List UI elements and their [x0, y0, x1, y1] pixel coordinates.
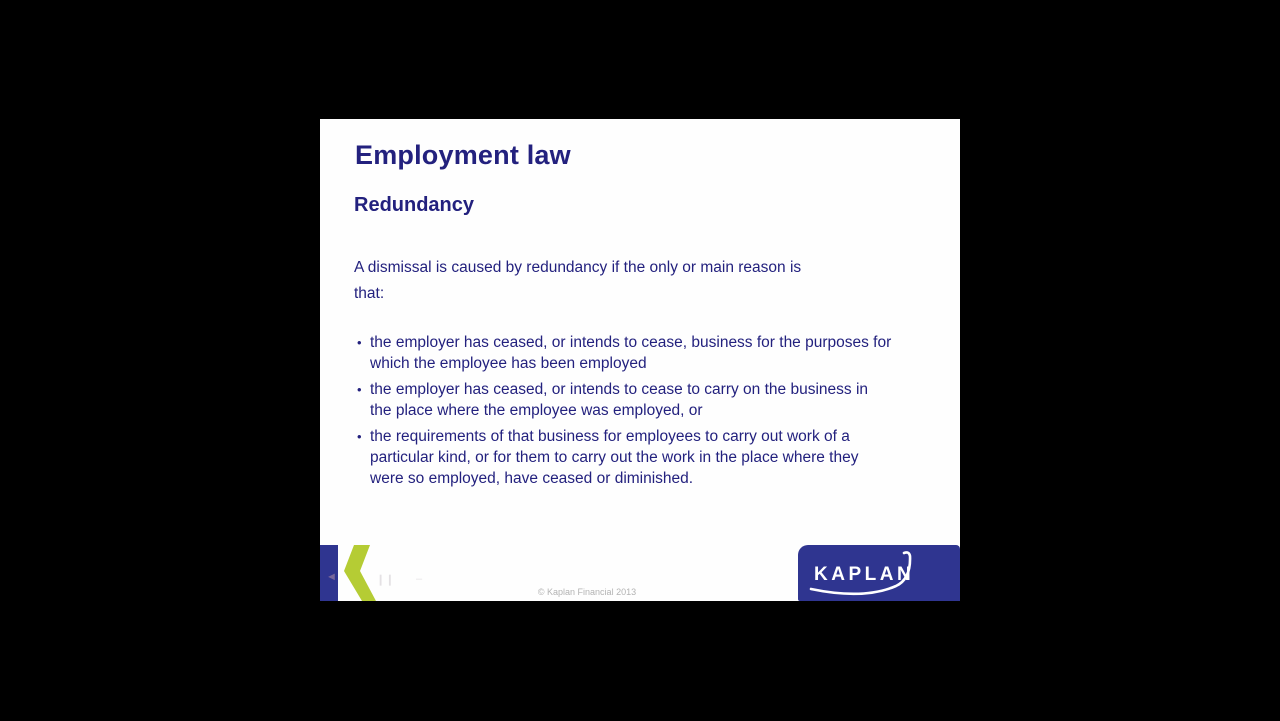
bullet-text: the requirements of that business for employees to carry out work of a particular kind, or for them to carry out the work in the place where they were so employed, have ceased or diminished. — [370, 428, 859, 487]
intro-paragraph: A dismissal is caused by redundancy if the only or main reason is that: — [354, 259, 802, 302]
bullet-item — [357, 379, 893, 421]
bullet-text: the employer has ceased, or intends to cease to carry on the business in the place where the employee was employed, or — [370, 381, 869, 419]
bullet-icon: • — [357, 335, 362, 350]
slide-title: Employment law — [355, 140, 571, 170]
bullet-icon: • — [357, 382, 362, 397]
green-chevron-shape — [344, 545, 376, 601]
kaplan-logo — [798, 545, 960, 601]
bullet-list — [357, 332, 893, 494]
ghost-dash-icon: – — [416, 573, 423, 585]
bullet-text: the employer has ceased, or intends to cease, business for the purposes for which the employee has been employed — [370, 334, 892, 372]
bullet-item — [357, 426, 893, 489]
presentation-slide — [320, 119, 960, 601]
bullet-icon: • — [357, 429, 362, 444]
copyright-text: © Kaplan Financial 2013 — [537, 587, 637, 597]
bullet-item — [357, 332, 893, 374]
slide-subtitle: Redundancy — [354, 194, 475, 216]
kaplan-chevron-logo — [320, 545, 400, 601]
ghost-back-icon: ◄ — [326, 571, 337, 583]
kaplan-logo-text: KAPLAN — [814, 564, 915, 585]
ghost-pause-icon: ❙❙ — [376, 574, 395, 586]
navy-bar-shape — [320, 545, 338, 601]
